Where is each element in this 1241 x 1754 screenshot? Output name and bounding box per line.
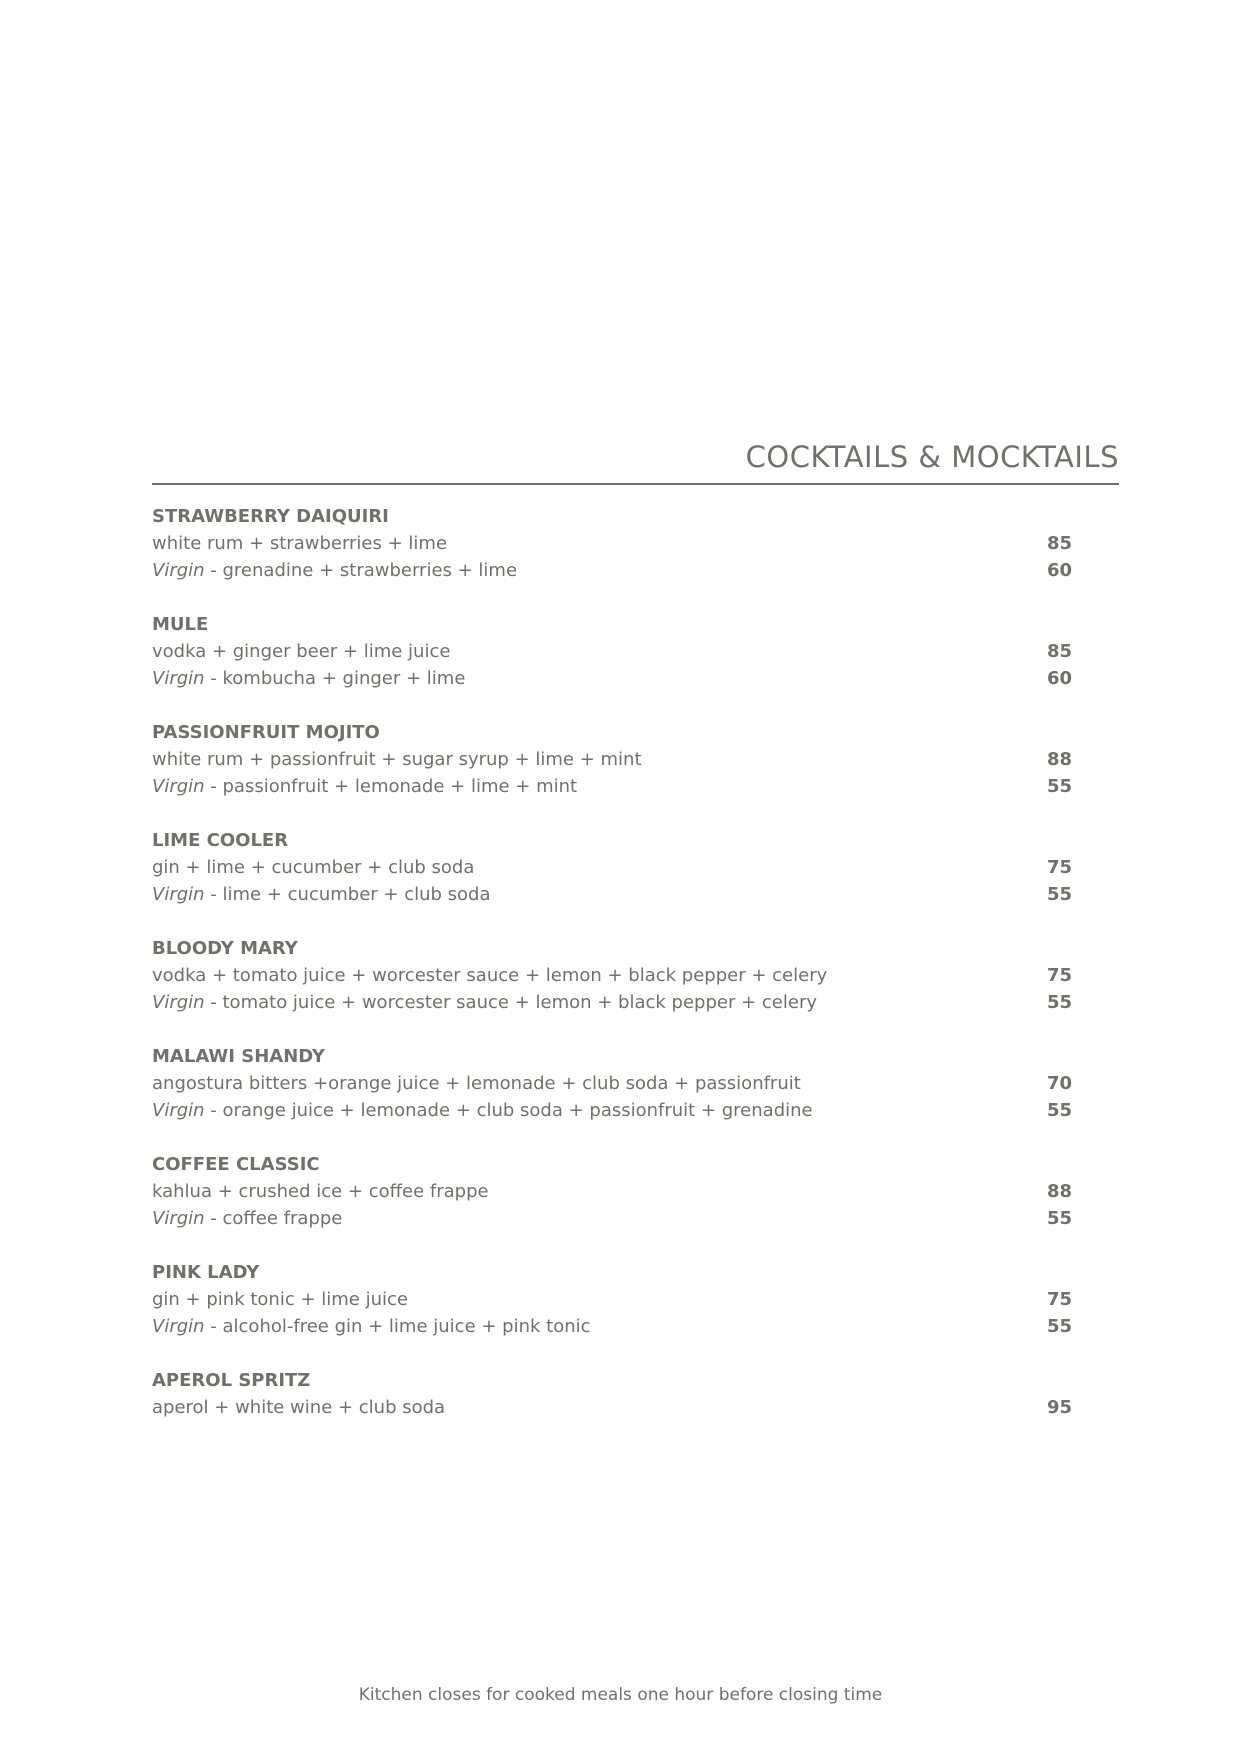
virgin-description: - orange juice + lemonade + club soda + passionfruit + grenadine bbox=[204, 1100, 813, 1121]
virgin-row bbox=[152, 1097, 1072, 1124]
item-description: kahlua + crushed ice + coffee frappe bbox=[152, 1181, 489, 1202]
item-name: PINK LADY bbox=[152, 1262, 260, 1283]
item-name: BLOODY MARY bbox=[152, 938, 298, 959]
item-row bbox=[152, 962, 1072, 989]
item-row bbox=[152, 746, 1072, 773]
item-description: aperol + white wine + club soda bbox=[152, 1397, 446, 1418]
virgin-label: Virgin bbox=[152, 884, 205, 905]
item-price: 88 bbox=[1046, 1181, 1072, 1202]
virgin-description: - coffee frappe bbox=[204, 1208, 343, 1229]
item-price: 75 bbox=[1046, 1289, 1072, 1310]
virgin-description: - kombucha + ginger + lime bbox=[204, 668, 466, 689]
item-price: 95 bbox=[1046, 1397, 1072, 1418]
item-price: 75 bbox=[1046, 857, 1072, 878]
item-row bbox=[152, 1286, 1072, 1313]
item-row bbox=[152, 854, 1072, 881]
virgin-description: - alcohol-free gin + lime juice + pink tonic bbox=[204, 1316, 591, 1337]
item-description: gin + lime + cucumber + club soda bbox=[152, 857, 475, 878]
item-name: PASSIONFRUIT MOJITO bbox=[152, 722, 380, 743]
virgin-price: 60 bbox=[1046, 560, 1072, 581]
item-price: 85 bbox=[1046, 533, 1072, 554]
virgin-price: 55 bbox=[1046, 884, 1072, 905]
menu-item bbox=[152, 1043, 1072, 1124]
item-name: APEROL SPRITZ bbox=[152, 1370, 311, 1391]
item-row bbox=[152, 1394, 1072, 1421]
item-name: LIME COOLER bbox=[152, 830, 289, 851]
item-row bbox=[152, 530, 1072, 557]
title-divider bbox=[152, 483, 1119, 485]
item-row bbox=[152, 638, 1072, 665]
virgin-row bbox=[152, 881, 1072, 908]
item-name: MALAWI SHANDY bbox=[152, 1046, 325, 1067]
virgin-description-wrap bbox=[152, 881, 491, 908]
menu-item bbox=[152, 719, 1072, 800]
virgin-description-wrap bbox=[152, 1097, 813, 1124]
virgin-row bbox=[152, 1313, 1072, 1340]
footer-note: Kitchen closes for cooked meals one hour before closing time bbox=[358, 1685, 883, 1705]
virgin-price: 55 bbox=[1046, 992, 1072, 1013]
virgin-label: Virgin bbox=[152, 1316, 205, 1337]
virgin-price: 55 bbox=[1046, 776, 1072, 797]
virgin-label: Virgin bbox=[152, 776, 205, 797]
menu-item bbox=[152, 503, 1072, 584]
item-row bbox=[152, 1070, 1072, 1097]
virgin-row bbox=[152, 989, 1072, 1016]
item-description: white rum + strawberries + lime bbox=[152, 533, 448, 554]
item-description: angostura bitters +orange juice + lemonade + club soda + passionfruit bbox=[152, 1073, 801, 1094]
menu-list bbox=[152, 503, 1072, 1448]
menu-item bbox=[152, 827, 1072, 908]
page-title: COCKTAILS & MOCKTAILS bbox=[745, 440, 1119, 474]
virgin-label: Virgin bbox=[152, 1208, 205, 1229]
virgin-label: Virgin bbox=[152, 560, 205, 581]
item-description: gin + pink tonic + lime juice bbox=[152, 1289, 408, 1310]
item-row bbox=[152, 1178, 1072, 1205]
virgin-description: - tomato juice + worcester sauce + lemon + black pepper + celery bbox=[204, 992, 817, 1013]
virgin-price: 55 bbox=[1046, 1208, 1072, 1229]
virgin-label: Virgin bbox=[152, 992, 205, 1013]
virgin-description-wrap bbox=[152, 665, 465, 692]
virgin-description: - lime + cucumber + club soda bbox=[204, 884, 491, 905]
virgin-row bbox=[152, 1205, 1072, 1232]
item-description: vodka + tomato juice + worcester sauce + lemon + black pepper + celery bbox=[152, 965, 828, 986]
virgin-description-wrap bbox=[152, 557, 517, 584]
item-description: vodka + ginger beer + lime juice bbox=[152, 641, 451, 662]
virgin-price: 55 bbox=[1046, 1100, 1072, 1121]
item-name: STRAWBERRY DAIQUIRI bbox=[152, 506, 389, 527]
virgin-price: 55 bbox=[1046, 1316, 1072, 1337]
virgin-description: - passionfruit + lemonade + lime + mint bbox=[204, 776, 578, 797]
virgin-label: Virgin bbox=[152, 668, 205, 689]
item-price: 70 bbox=[1046, 1073, 1072, 1094]
menu-item bbox=[152, 1367, 1072, 1421]
item-description: white rum + passionfruit + sugar syrup + lime + mint bbox=[152, 749, 642, 770]
virgin-description-wrap bbox=[152, 773, 577, 800]
item-name: MULE bbox=[152, 614, 209, 635]
menu-item bbox=[152, 1259, 1072, 1340]
virgin-label: Virgin bbox=[152, 1100, 205, 1121]
virgin-description-wrap bbox=[152, 1205, 342, 1232]
virgin-row bbox=[152, 665, 1072, 692]
virgin-price: 60 bbox=[1046, 668, 1072, 689]
virgin-row bbox=[152, 557, 1072, 584]
virgin-row bbox=[152, 773, 1072, 800]
virgin-description-wrap bbox=[152, 989, 817, 1016]
menu-item bbox=[152, 1151, 1072, 1232]
item-name: COFFEE CLASSIC bbox=[152, 1154, 320, 1175]
item-price: 75 bbox=[1046, 965, 1072, 986]
virgin-description-wrap bbox=[152, 1313, 591, 1340]
item-price: 85 bbox=[1046, 641, 1072, 662]
item-price: 88 bbox=[1046, 749, 1072, 770]
menu-item bbox=[152, 935, 1072, 1016]
virgin-description: - grenadine + strawberries + lime bbox=[204, 560, 518, 581]
menu-item bbox=[152, 611, 1072, 692]
